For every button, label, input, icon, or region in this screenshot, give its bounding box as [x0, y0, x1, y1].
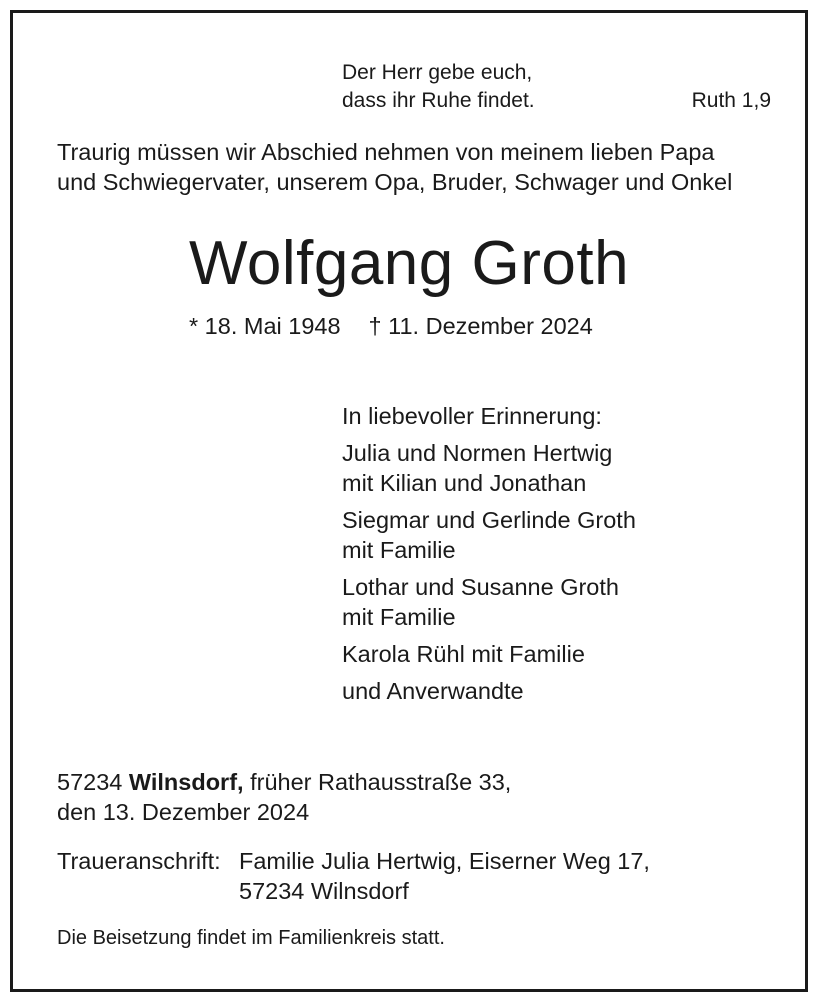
- intro-line-2: und Schwiegervater, unserem Opa, Bruder, Schwager und Onkel: [57, 169, 733, 195]
- verse-reference: Ruth 1,9: [691, 89, 771, 112]
- notice-date: den 13. Dezember 2024: [57, 799, 310, 825]
- mourner-line: Karola Rühl mit Familie: [342, 641, 585, 667]
- mourner-group: [342, 438, 636, 498]
- intro-text: [57, 137, 732, 197]
- verse-line-1: Der Herr gebe euch,: [342, 61, 533, 84]
- deceased-name: Wolfgang Groth: [188, 229, 630, 298]
- mourner-group: [342, 572, 636, 632]
- address-line-2: [57, 876, 650, 906]
- life-dates: [189, 311, 593, 341]
- birth-date: * 18. Mai 1948: [189, 313, 341, 339]
- mourner-line: mit Kilian und Jonathan: [342, 470, 587, 496]
- place-line: [57, 767, 511, 797]
- address-city: 57234 Wilnsdorf: [239, 878, 409, 904]
- place-city: Wilnsdorf,: [128, 769, 244, 795]
- mourner-line: Siegmar und Gerlinde Groth: [342, 507, 636, 533]
- mourning-address: [57, 846, 650, 906]
- place-zip: 57234: [57, 769, 123, 795]
- address-label: Traueranschrift:: [57, 848, 221, 874]
- bible-verse: [342, 59, 535, 115]
- verse-line-2: dass ihr Ruhe findet.: [342, 89, 535, 112]
- mourner-line: mit Familie: [342, 604, 456, 630]
- mourner-line: mit Familie: [342, 537, 456, 563]
- mourner-group: [342, 676, 636, 706]
- mourner-line: Julia und Normen Hertwig: [342, 440, 613, 466]
- address-line-1: [57, 846, 650, 876]
- mourners-heading: In liebevoller Erinnerung:: [342, 403, 602, 429]
- mourner-group: [342, 639, 636, 669]
- address-street: Familie Julia Hertwig, Eiserner Weg 17,: [239, 848, 650, 874]
- mourner-group: [342, 505, 636, 565]
- obituary-notice: [10, 10, 808, 992]
- intro-line-1: Traurig müssen wir Abschied nehmen von meinem lieben Papa: [57, 139, 715, 165]
- death-date: † 11. Dezember 2024: [368, 313, 593, 339]
- mourner-line: Lothar und Susanne Groth: [342, 574, 619, 600]
- mourners-list: [342, 401, 636, 713]
- place-former-address: früher Rathausstraße 33,: [250, 769, 512, 795]
- burial-note: Die Beisetzung findet im Familienkreis statt.: [57, 927, 445, 949]
- place-and-date: [57, 767, 511, 827]
- mourner-line: und Anverwandte: [342, 678, 524, 704]
